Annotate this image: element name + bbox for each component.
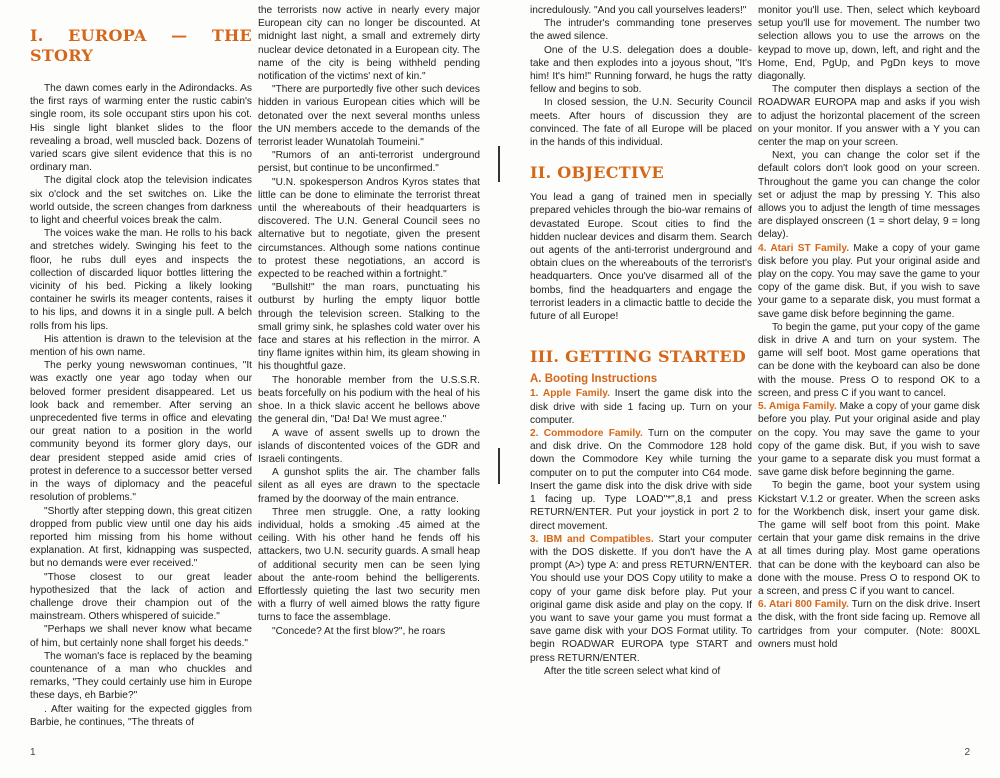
story-ending-text <box>530 4 752 149</box>
paragraph: The voices wake the man. He rolls to his back and stretches widely. Swinging his feet to the floor, he rubs dull eyes and inspects the collection of discarded liquor bottles littering the vicinity of his bed. Picking a likely looking container he swirls its meager contents, raises it to his lips, and downs it in a single pull. A belch rolls from his lips. <box>30 228 252 332</box>
margin-bar <box>498 146 500 182</box>
ibm-instructions-continued: After the title screen select what kind of <box>544 665 721 677</box>
column-4 <box>758 4 980 746</box>
amiga-instructions-continued: To begin the game, boot your system using Kickstart V.1.2 or greater. When the screen asks for the Workbench disk, insert your game disk. The game will self boot from this point. Make certain that your game disk remains in the drive at all times during play. Most game operations that can be done with the keyboard can also be done with the mouse. Press O to respond OK to a screen, and press C if you want to cancel. <box>758 480 980 597</box>
ibm-setup-text <box>758 4 980 242</box>
apple-label: 1. Apple Family. <box>530 388 610 400</box>
margin-bar <box>498 448 500 484</box>
paragraph: "Shortly after stepping down, this great citizen dropped from public view until one day his aids reported him missing from his home without explanation. At first, kidnapping was suspected, but no demands were ever received." <box>30 505 252 570</box>
paragraph: "Concede? At the first blow?", he roars <box>272 625 446 637</box>
paragraph: . After waiting for the expected giggles from Barbie, he continues, "The threats of <box>30 703 252 728</box>
paragraph: The computer then displays a section of the ROADWAR EUROPA map and asks if you wish to adjust the horizontal placement of the screen on your monitor. If you answer with a Y you can center the map on your screen. <box>758 84 980 149</box>
paragraph: The intruder's commanding tone preserves the awed silence. <box>530 18 752 43</box>
atari-800-label: 6. Atari 800 Family. <box>758 599 849 611</box>
paragraph: the terrorists now active in nearly every major European city can no longer be discounted. At midnight last night, a small and extremely dirty nuclear device detonated in a European city. The name of the city is being withheld pending notification of the victims' next of kin." <box>258 5 480 83</box>
paragraph: A gunshot splits the air. The chamber falls silent as all eyes are drawn to the spectacle framed by the doorway of the main entrance. <box>258 467 480 505</box>
commodore-label: 2. Commodore Family. <box>530 428 643 440</box>
paragraph: One of the U.S. delegation does a double-take and then explodes into a joyous shout, "It's him! It's him!" Running forward, he hugs the ratty fellow and begins to sob. <box>530 44 752 96</box>
story-text <box>30 82 252 729</box>
ibm-text: Start your computer with the DOS diskette. If you don't have the A prompt (A>) type A: and press RETURN/ENTER. You should use your DOS Copy utility to make a copy of your game disk before play. Put your original game disk aside and play on the copy. If you want to save your game you must format a save game disk with your DOS Format utility. To begin ROADWAR EUROPA type START and press RETURN/ENTER. <box>530 533 752 664</box>
paragraph: monitor you'll use. Then, select which keyboard setup you'll use for movement. The number two selection allows you to use the arrows on the keypad to move up, down, left, and right and the Home, End, PgUp, and PgDn keys to move diagonally. <box>758 5 980 83</box>
column-3 <box>530 4 752 746</box>
apple-text: Insert the game disk into the disk drive with side 1 facing up. Turn on your computer. <box>530 388 752 426</box>
atari-st-label: 4. Atari ST Family. <box>758 242 850 254</box>
getting-started-heading: III. GETTING STARTED <box>530 347 747 367</box>
paragraph: "Rumors of an anti-terrorist underground persist, but continue to be unconfirmed." <box>258 150 480 175</box>
paragraph: In closed session, the U.N. Security Council meets. After hours of discussion they are convinced. The fate of all Europe will be placed in the hands of this individual. <box>530 97 752 149</box>
paragraph: The woman's face is replaced by the beaming countenance of a man who chuckles and remarks, "They could certainly use him in Europe these days, eh Barbie?" <box>30 650 252 702</box>
atari-st-instructions <box>758 242 980 321</box>
page-number-left: 1 <box>30 747 36 758</box>
apple-instructions <box>530 387 752 427</box>
story-heading: I. EUROPA — THE STORY <box>30 26 252 65</box>
paragraph: The perky young newswoman continues, "It was exactly one year ago today when our beloved former president disappeared. Let us look back and remember. After serving an unprecedented five terms in office and elevating our great nation to a position in the world community beyond its former glory days, our dear president stepped aside amid cries of protest in deference to a successor better versed in the ways of diplomacy and the peaceful resolution of problems." <box>30 360 252 504</box>
paragraph: His attention is drawn to the television at the mention of his own name. <box>30 333 252 359</box>
atari-800-text: Turn on the disk drive. Insert the disk, with the front side facing up. Remove all cartridges from your computer. (Note: 800XL owners must hold <box>758 599 980 650</box>
column-1 <box>30 26 252 746</box>
ibm-instructions <box>530 533 752 665</box>
paragraph: incredulously. "And you call yourselves leaders!" <box>530 5 747 16</box>
atari-st-text: Make a copy of your game disk before you play. Put your original aside and play on the copy. You may save the game to your copy of the game disk. But, if you wish to save your game to a separate disk, you must format a save game disk before beginning the game. <box>758 242 980 320</box>
commodore-text: Turn on the computer and disk drive. On the Commodore 128 hold down the Commodore Key while turning the computer on to put the computer into C64 mode. Insert the game disk into the disk drive with side 1 facing up. Type LOAD"*",8,1 and press RETURN/ENTER. Put your joystick in port 2 to direct movement. <box>530 428 752 532</box>
paragraph: "U.N. spokesperson Andros Kyros states that little can be done to eliminate the terrorist threat until the whereabouts of their headquarters is discovered. The U.N. General Council sees no alternative but to negotiate, given the present circumstances. Although some nations continue to protest these negotiations, an accord is expected to be reached within a fortnight." <box>258 176 480 281</box>
paragraph: "Perhaps we shall never know what became of him, but certainly none shall forget his deeds." <box>30 624 252 649</box>
paragraph: The dawn comes early in the Adirondacks. As the first rays of warming enter the rustic cabin's single room, its sole occupant stirs upon his cot. His single light blanket slides to the floor revealing a broad, well muscled back. Dozens of varied scars give silent evidence that this is no ordinary man. <box>30 83 252 174</box>
paragraph: Three men struggle. One, a ratty looking individual, holds a smoking .45 aimed at the ceiling. With his other hand he fends off his attackers, two U.N. security guards. A small heap of additional security men can be seen lying about the ante-room behind the belligerents. Effortlessly quieting the last two security men with a flurry of well aimed blows the ratty figure turns to face the assemblage. <box>258 506 480 624</box>
story-text-continued <box>258 4 480 638</box>
column-2 <box>258 4 480 746</box>
booting-heading: A. Booting Instructions <box>530 373 658 386</box>
page-number-right: 2 <box>964 747 970 758</box>
atari-800-instructions <box>758 598 980 651</box>
objective-heading: II. OBJECTIVE <box>530 163 664 183</box>
objective-text: You lead a gang of trained men in specially prepared vehicles through the bio-war remains of devastated Europe. Scout cities to find the hidden nuclear devices and disarm them. Search out agents of the anti-terrorist underground and obtain clues on the whereabouts of the terrorist's headquarters. Once you've disarmed all of the bombs, find the headquarters and engage the terrorist leaders in a climactic battle to decide the future of all Europe! <box>530 192 752 323</box>
amiga-text: Make a copy of your game disk before you play. Put your original aside and play on the copy. You may save the game to your copy of the game disk. But, if you wish to save your game to a separate disk you must format a save game disk before beginning the game. <box>758 401 980 479</box>
ibm-label: 3. IBM and Compatibles. <box>530 533 654 545</box>
amiga-label: 5. Amiga Family. <box>758 401 837 413</box>
atari-st-instructions-continued: To begin the game, put your copy of the game disk in drive A and turn on your system. The game will self boot. Most game operations that can be done with the keyboard can also be done with the mouse. Press O to respond OK to a screen, and press C if you want to cancel. <box>758 321 980 399</box>
commodore-instructions <box>530 427 752 533</box>
paragraph: "Those closest to our great leader hypothesized that the lack of action and challenge drove their champion out of the mainstream. Others whispered of suicide." <box>30 571 252 623</box>
paragraph: "There are purportedly five other such devices hidden in various European cities which will be detonated over the next several months unless the UN members accede to the demands of the terrorist leader Wunatolah Toumeini." <box>258 84 480 149</box>
paragraph: "Bullshit!" the man roars, punctuating his outburst by hurling the empty liquor bottle through the television screen. Stalking to the small grimy sink, he splashes cold water over his face and stares at his reflection in the mirror. A tiny flame ignites within him, its gleam showing in his thoughtful gaze. <box>258 282 480 373</box>
paragraph: A wave of assent swells up to drown the islands of discontented voices of the GDR and Israeli contingents. <box>258 427 480 465</box>
amiga-instructions <box>758 400 980 479</box>
paragraph: Next, you can change the color set if the default colors don't look good on your screen. Throughout the game you can change the color set or adjust the map by pressing Y. This also allows you to adjust the length of time messages are displayed onscreen (1 = short delay, 9 = long delay). <box>758 150 980 241</box>
paragraph: The honorable member from the U.S.S.R. beats forcefully on his podium with the heal of his shoe. In a thick slavic accent he bellows above the general din, "Da! Da! We must agree." <box>258 374 480 426</box>
right-page <box>500 0 1000 778</box>
paragraph: The digital clock atop the television indicates six o'clock and the set switches on. Like the world outside, the screen changes from darkness to light and cheerful voices break the calm. <box>30 175 252 227</box>
